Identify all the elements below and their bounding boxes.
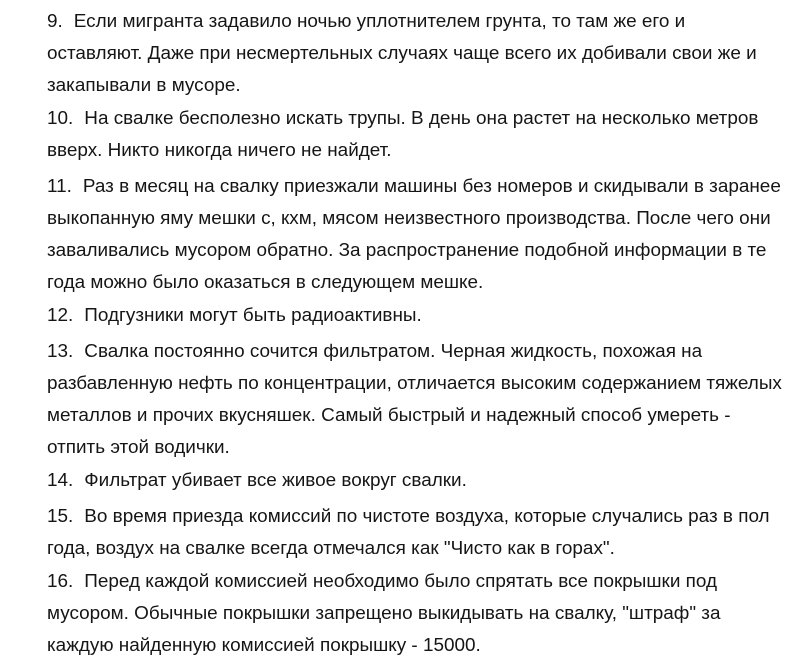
line-text: Подгузники могут быть радиоактивны. xyxy=(84,305,422,326)
line xyxy=(47,501,795,533)
line-text: мусором. Обычные покрышки запрещено выкидывать на свалку, "штраф" за xyxy=(47,603,721,624)
item-number: 14. xyxy=(47,470,74,491)
item-number: 13. xyxy=(47,341,74,362)
item-number: 10. xyxy=(47,108,74,129)
line-text: выкопанную яму мешки с, кхм, мясом неизвестного производства. После чего они xyxy=(47,208,771,229)
line-text: вверх. Никто никогда ничего не найдет. xyxy=(47,140,392,161)
line-text: Перед каждой комиссией необходимо было спрятать все покрышки под xyxy=(84,571,717,592)
line-text: разбавленную нефть по концентрации, отличается высоким содержанием тяжелых xyxy=(47,373,782,394)
list-item-13 xyxy=(47,336,795,464)
line-text: Фильтрат убивает все живое вокруг свалки. xyxy=(84,470,467,491)
item-number: 9. xyxy=(47,11,63,32)
list-item-14 xyxy=(47,465,795,497)
list-item-10 xyxy=(47,103,795,167)
item-number: 12. xyxy=(47,305,74,326)
line xyxy=(47,336,795,368)
line xyxy=(47,103,795,135)
line-text: Во время приезда комиссий по чистоте воздуха, которые случались раз в пол xyxy=(84,506,770,527)
list-item-11 xyxy=(47,171,795,299)
list-item-15 xyxy=(47,501,795,565)
line-text: отпить этой водички. xyxy=(47,437,230,458)
list-item-16 xyxy=(47,566,795,662)
line xyxy=(47,465,795,497)
item-number: 15. xyxy=(47,506,74,527)
line-text: оставляют. Даже при несмертельных случаях чаще всего их добивали свои же и xyxy=(47,43,757,64)
line-text: каждую найденную комиссией покрышку - 15000. xyxy=(47,635,481,656)
list-item-9 xyxy=(47,6,795,102)
list-item-12 xyxy=(47,300,795,332)
line-text: года можно было оказаться в следующем мешке. xyxy=(47,272,484,293)
item-number: 16. xyxy=(47,571,74,592)
line xyxy=(47,566,795,598)
line xyxy=(47,300,795,332)
line-text: На свалке бесполезно искать трупы. В день она растет на несколько метров xyxy=(84,108,759,129)
item-number: 11. xyxy=(47,176,72,197)
line-text: заваливались мусором обратно. За распространение подобной информации в те xyxy=(47,240,767,261)
line-text: Свалка постоянно сочится фильтратом. Черная жидкость, похожая на xyxy=(84,341,703,362)
line-text: года, воздух на свалке всегда отмечался как "Чисто как в горах". xyxy=(47,538,615,559)
line xyxy=(47,6,795,38)
line xyxy=(47,171,795,203)
line-text: Если мигранта задавило ночью уплотнителем грунта, то там же его и xyxy=(73,11,686,32)
line-text: металлов и прочих вкусняшек. Самый быстрый и надежный способ умереть - xyxy=(47,405,731,426)
line-text: Раз в месяц на свалку приезжали машины без номеров и скидывали в заранее xyxy=(82,176,781,197)
line-text: закапывали в мусоре. xyxy=(47,75,241,96)
